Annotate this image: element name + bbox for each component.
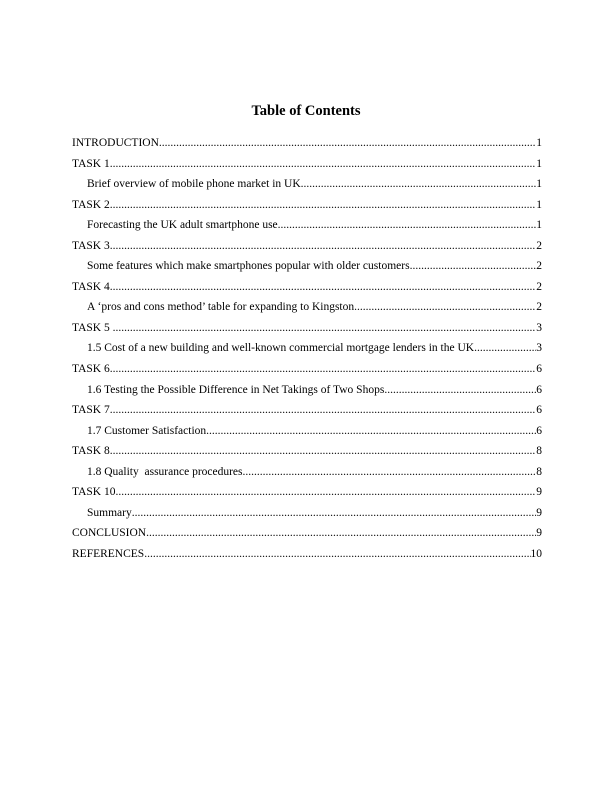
toc-dot-leader — [354, 299, 536, 315]
toc-entry-label: TASK 8 — [72, 445, 110, 458]
toc-entry-references[interactable] — [72, 546, 542, 567]
toc-entry-label: REFERENCES — [72, 547, 145, 560]
toc-dot-leader — [110, 361, 537, 377]
toc-entry-pros-cons[interactable] — [72, 299, 542, 320]
toc-entry-task-1[interactable] — [72, 156, 542, 177]
toc-entry-page: 1 — [536, 198, 542, 211]
toc-entry-task-5[interactable] — [72, 320, 542, 341]
toc-dot-leader — [278, 217, 537, 233]
toc-dot-leader — [110, 279, 537, 295]
toc-entry-label: Some features which make smartphones popular with older customers — [87, 260, 410, 273]
toc-entry-label: 1.5 Cost of a new building and well-known commercial mortgage lenders in the UK — [87, 342, 475, 355]
toc-entry-page: 6 — [536, 424, 542, 437]
toc-entry-task-4[interactable] — [72, 279, 542, 300]
toc-dot-leader — [301, 176, 537, 192]
toc-entry-label: A ‘pros and cons method’ table for expanding to Kingston — [87, 301, 355, 314]
toc-dot-leader — [110, 156, 537, 172]
toc-dot-leader — [110, 402, 537, 418]
toc-entry-page: 1 — [536, 178, 542, 191]
toc-entry-label: TASK 10 — [72, 486, 116, 499]
toc-entry-task-6[interactable] — [72, 361, 542, 382]
toc-list — [72, 135, 542, 566]
toc-entry-label: Forecasting the UK adult smartphone use — [87, 219, 278, 232]
toc-entry-task-10[interactable] — [72, 484, 542, 505]
toc-entry-label: Brief overview of mobile phone market in UK — [87, 178, 301, 191]
toc-dot-leader — [206, 423, 536, 439]
toc-entry-label: TASK 7 — [72, 404, 110, 417]
toc-entry-task-2[interactable] — [72, 197, 542, 218]
toc-entry-page: 6 — [536, 363, 542, 376]
toc-entry-label: 1.6 Testing the Possible Difference in Net Takings of Two Shops — [87, 383, 385, 396]
toc-entry-net-takings[interactable] — [72, 382, 542, 403]
toc-entry-customer-satisfaction[interactable] — [72, 423, 542, 444]
toc-entry-conclusion[interactable] — [72, 525, 542, 546]
toc-entry-page: 2 — [536, 239, 542, 252]
toc-entry-label: TASK 6 — [72, 363, 110, 376]
toc-entry-page: 10 — [530, 547, 542, 560]
toc-title: Table of Contents — [251, 103, 361, 119]
toc-entry-label: 1.8 Quality assurance procedures — [87, 465, 243, 478]
toc-entry-page: 9 — [536, 527, 542, 540]
toc-entry-page: 8 — [536, 465, 542, 478]
toc-entry-task-8[interactable] — [72, 443, 542, 464]
toc-entry-page: 1 — [536, 157, 542, 170]
toc-entry-page: 9 — [536, 486, 542, 499]
toc-entry-page: 6 — [536, 404, 542, 417]
toc-entry-page: 3 — [536, 321, 542, 334]
toc-entry-label: TASK 4 — [72, 280, 110, 293]
toc-entry-smartphone-features[interactable] — [72, 258, 542, 279]
toc-dot-leader — [110, 197, 537, 213]
toc-entry-introduction[interactable] — [72, 135, 542, 156]
toc-entry-page: 9 — [536, 506, 542, 519]
toc-entry-label: TASK 2 — [72, 198, 110, 211]
toc-entry-page: 1 — [536, 219, 542, 232]
toc-dot-leader — [474, 340, 536, 356]
toc-entry-label: TASK 1 — [72, 157, 110, 170]
toc-entry-label: TASK 3 — [72, 239, 110, 252]
toc-entry-page: 2 — [536, 260, 542, 273]
toc-entry-label: Summary — [87, 506, 132, 519]
toc-entry-page: 1 — [536, 137, 542, 149]
toc-entry-page: 2 — [536, 280, 542, 293]
toc-entry-forecasting[interactable] — [72, 217, 542, 238]
toc-entry-label: TASK 5 — [72, 321, 113, 334]
toc-entry-summary[interactable] — [72, 505, 542, 526]
toc-dot-leader — [110, 238, 537, 254]
toc-entry-task-3[interactable] — [72, 238, 542, 259]
toc-entry-label: 1.7 Customer Satisfaction — [87, 424, 207, 437]
toc-dot-leader — [132, 505, 537, 521]
toc-dot-leader — [110, 443, 537, 459]
toc-dot-leader — [243, 464, 537, 480]
toc-dot-leader — [144, 546, 530, 562]
toc-entry-label: INTRODUCTION — [72, 137, 159, 149]
toc-dot-leader — [113, 320, 537, 336]
toc-entry-page: 8 — [536, 445, 542, 458]
toc-dot-leader — [410, 258, 537, 274]
toc-entry-page: 6 — [536, 383, 542, 396]
toc-entry-label: CONCLUSION — [72, 527, 147, 540]
toc-dot-leader — [146, 525, 536, 541]
toc-dot-leader — [384, 382, 536, 398]
toc-dot-leader — [115, 484, 536, 500]
toc-entry-page: 2 — [536, 301, 542, 314]
toc-entry-building-cost[interactable] — [72, 340, 542, 361]
toc-entry-mobile-market-overview[interactable] — [72, 176, 542, 197]
toc-dot-leader — [159, 135, 536, 151]
toc-entry-task-7[interactable] — [72, 402, 542, 423]
toc-entry-quality-assurance[interactable] — [72, 464, 542, 485]
toc-entry-page: 3 — [536, 342, 542, 355]
